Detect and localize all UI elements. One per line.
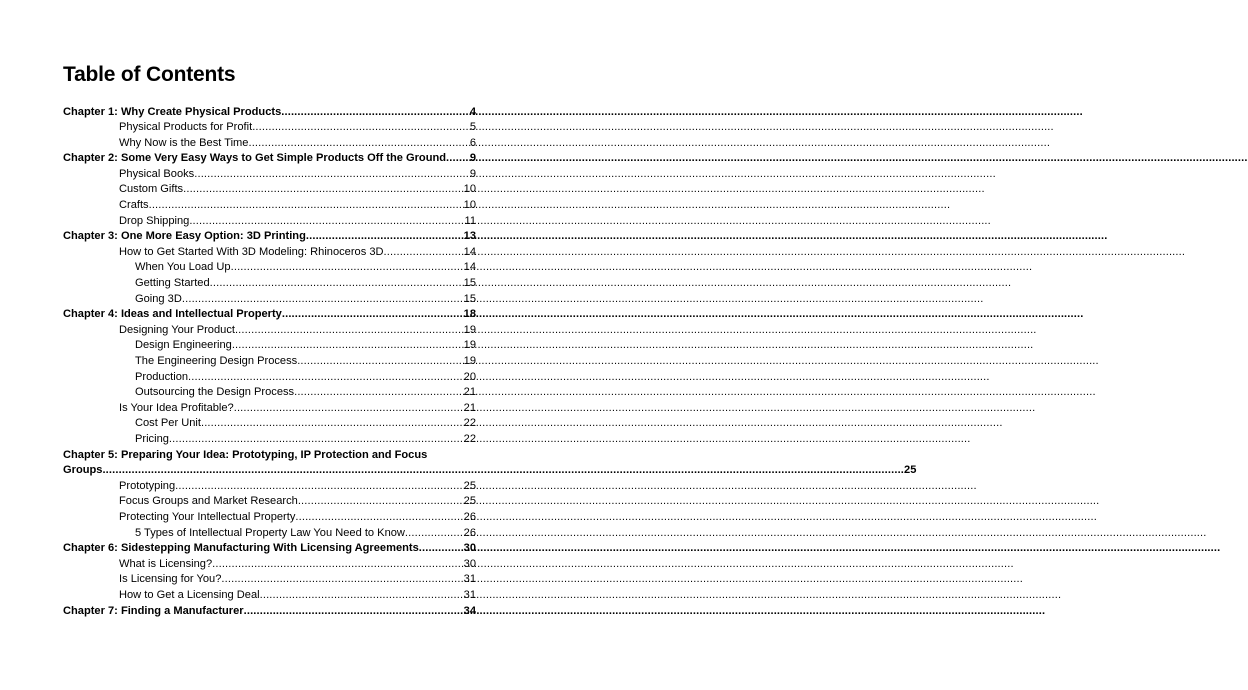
- toc-entry-title: When You Load Up: [135, 261, 231, 274]
- dot-leader: [102, 463, 904, 479]
- toc-page-number: 30: [463, 557, 476, 570]
- toc-subsection-entry[interactable]: [63, 416, 476, 432]
- toc-section-entry[interactable]: [63, 572, 476, 588]
- toc-entry-title: How to Get a Licensing Deal: [119, 588, 260, 601]
- toc-page-number: 26: [463, 526, 476, 539]
- toc-entry-title: Chapter 3: One More Easy Option: 3D Printing: [63, 230, 306, 243]
- toc-page-number: 25: [463, 495, 476, 508]
- table-of-contents: [63, 105, 917, 620]
- toc-entry-title: Chapter 6: Sidestepping Manufacturing With Licensing Agreements: [63, 542, 419, 555]
- toc-page-number: 20: [463, 370, 476, 383]
- toc-page-number: 9: [469, 167, 476, 180]
- dot-leader: [252, 120, 469, 136]
- dot-leader: [306, 229, 463, 245]
- toc-page-number: 14: [463, 245, 476, 258]
- dot-leader: [446, 151, 469, 167]
- toc-chapter-entry[interactable]: [63, 604, 476, 620]
- toc-section-entry[interactable]: [63, 323, 476, 339]
- toc-entry-title: Chapter 2: Some Very Easy Ways to Get Simple Products Off the Ground: [63, 152, 447, 165]
- toc-entry-title: Is Licensing for You?: [119, 573, 222, 586]
- toc-subsection-entry[interactable]: [63, 260, 476, 276]
- dot-leader: [201, 416, 463, 432]
- dot-leader: [183, 182, 463, 198]
- page-title: Table of Contents: [63, 63, 236, 86]
- toc-entry-title: Focus Groups and Market Research: [119, 495, 298, 508]
- toc-entry-title: Drop Shipping: [119, 214, 190, 227]
- toc-page-number: 25: [463, 479, 476, 492]
- dot-leader: [182, 292, 463, 308]
- toc-section-entry[interactable]: [63, 214, 476, 230]
- dot-leader: [260, 588, 463, 604]
- toc-section-entry[interactable]: [63, 479, 476, 495]
- toc-entry-title: Getting Started: [135, 277, 210, 290]
- dot-leader: [189, 214, 463, 230]
- toc-subsection-entry[interactable]: [63, 338, 476, 354]
- toc-entry-title: Outsourcing the Design Process: [135, 386, 295, 399]
- toc-section-entry[interactable]: [63, 167, 476, 183]
- dot-leader: [234, 401, 463, 417]
- toc-entry-title: Prototyping: [119, 479, 176, 492]
- toc-section-entry[interactable]: [63, 136, 476, 152]
- toc-chapter-entry[interactable]: [63, 229, 476, 245]
- toc-page-number: 4: [469, 105, 476, 118]
- toc-entry-title: Protecting Your Intellectual Property: [119, 510, 296, 523]
- toc-section-entry[interactable]: [63, 245, 476, 261]
- toc-page-number: 14: [463, 261, 476, 274]
- dot-leader: [149, 198, 463, 214]
- toc-section-entry[interactable]: [63, 198, 476, 214]
- dot-leader: [419, 541, 463, 557]
- toc-entry-title: Physical Books: [119, 167, 195, 180]
- toc-section-entry[interactable]: [63, 120, 476, 136]
- toc-entry-title: Pricing: [135, 432, 169, 445]
- toc-entry-title-continued: Groups: [63, 464, 103, 477]
- dot-leader: [244, 604, 463, 620]
- toc-page-number: 15: [463, 277, 476, 290]
- dot-leader: [175, 479, 463, 495]
- toc-page-number: 19: [463, 355, 476, 367]
- dot-leader: [298, 494, 463, 510]
- toc-chapter-entry[interactable]: [63, 307, 476, 323]
- toc-page-number: 5: [469, 121, 476, 134]
- toc-entry-title: Design Engineering: [135, 339, 232, 352]
- toc-page-number: 22: [463, 432, 476, 445]
- toc-page-number: 13: [463, 230, 476, 243]
- dot-leader: [212, 557, 463, 573]
- dot-leader: [188, 370, 463, 386]
- dot-leader: [221, 572, 462, 588]
- toc-page-number: 19: [463, 339, 476, 352]
- dot-leader: [282, 307, 463, 323]
- toc-entry-title: Chapter 4: Ideas and Intellectual Property: [63, 308, 282, 321]
- toc-chapter-entry[interactable]: [63, 105, 476, 121]
- dot-leader: [169, 432, 463, 448]
- toc-page-number: 26: [463, 510, 476, 523]
- toc-page-number: 21: [463, 401, 476, 414]
- toc-chapter-entry[interactable]: [63, 541, 476, 557]
- toc-page-number: 9: [469, 152, 476, 165]
- toc-page-number: 15: [463, 292, 476, 305]
- toc-section-entry[interactable]: [63, 401, 476, 417]
- dot-leader: [384, 245, 463, 261]
- toc-subsection-entry[interactable]: [63, 526, 476, 542]
- dot-leader: [210, 276, 463, 292]
- toc-page-number: 6: [469, 136, 476, 149]
- dot-leader: [295, 510, 462, 526]
- toc-entry-title: Custom Gifts: [119, 183, 184, 196]
- toc-entry-title: Chapter 1: Why Create Physical Products: [63, 105, 282, 118]
- toc-section-entry[interactable]: [63, 494, 476, 510]
- toc-chapter-entry[interactable]: [63, 448, 917, 479]
- toc-entry-title: Why Now is the Best Time: [119, 136, 249, 149]
- toc-page-number: 22: [463, 417, 476, 430]
- toc-subsection-entry[interactable]: [63, 276, 476, 292]
- toc-section-entry[interactable]: [63, 557, 476, 573]
- toc-page-number: 19: [463, 323, 476, 336]
- toc-entry-title: Production: [135, 370, 189, 383]
- toc-section-entry[interactable]: [63, 182, 476, 198]
- toc-subsection-entry[interactable]: [63, 432, 476, 448]
- toc-page-number: 25: [904, 464, 917, 477]
- dot-leader: [235, 323, 463, 339]
- toc-entry-title: Physical Products for Profit: [119, 121, 253, 134]
- dot-leader: [232, 338, 463, 354]
- toc-entry-title: The Engineering Design Process: [135, 355, 298, 367]
- toc-subsection-entry[interactable]: [63, 370, 476, 386]
- dot-leader: [248, 136, 468, 152]
- toc-entry-title: Going 3D: [135, 292, 182, 305]
- toc-entry-title: 5 Types of Intellectual Property Law You Need to Know: [135, 526, 405, 539]
- toc-page-number: 18: [463, 308, 476, 321]
- toc-entry-title: Chapter 7: Finding a Manufacturer: [63, 604, 244, 617]
- dot-leader: [231, 260, 463, 276]
- toc-entry-title: What is Licensing?: [119, 557, 213, 570]
- toc-page-number: 31: [463, 588, 476, 601]
- toc-entry-title: Designing Your Product: [119, 323, 235, 336]
- dot-leader: [405, 526, 463, 542]
- toc-page-number: 21: [463, 386, 476, 399]
- toc-section-entry[interactable]: [63, 510, 476, 526]
- toc-page-number: 10: [463, 199, 476, 212]
- toc-subsection-entry[interactable]: [63, 354, 476, 370]
- toc-subsection-entry[interactable]: [63, 292, 476, 308]
- toc-page-number: 31: [463, 573, 476, 586]
- dot-leader: [297, 354, 462, 370]
- toc-entry-title: Crafts: [119, 199, 149, 212]
- toc-entry-title: Chapter 5: Preparing Your Idea: Prototyping, IP Protection and Focus: [63, 448, 428, 461]
- toc-page-number: 34: [463, 604, 476, 617]
- toc-page-number: 10: [463, 183, 476, 196]
- dot-leader: [194, 167, 469, 183]
- dot-leader: [294, 385, 463, 401]
- toc-page-number: 11: [464, 214, 476, 227]
- dot-leader: [281, 105, 469, 121]
- toc-subsection-entry[interactable]: [63, 385, 476, 401]
- toc-entry-title: Is Your Idea Profitable?: [119, 401, 234, 414]
- toc-entry-title: Cost Per Unit: [135, 417, 201, 430]
- toc-entry-title: How to Get Started With 3D Modeling: Rhinoceros 3D: [119, 245, 384, 258]
- toc-section-entry[interactable]: [63, 588, 476, 604]
- toc-page-number: 30: [463, 542, 476, 555]
- toc-chapter-entry[interactable]: [63, 151, 476, 167]
